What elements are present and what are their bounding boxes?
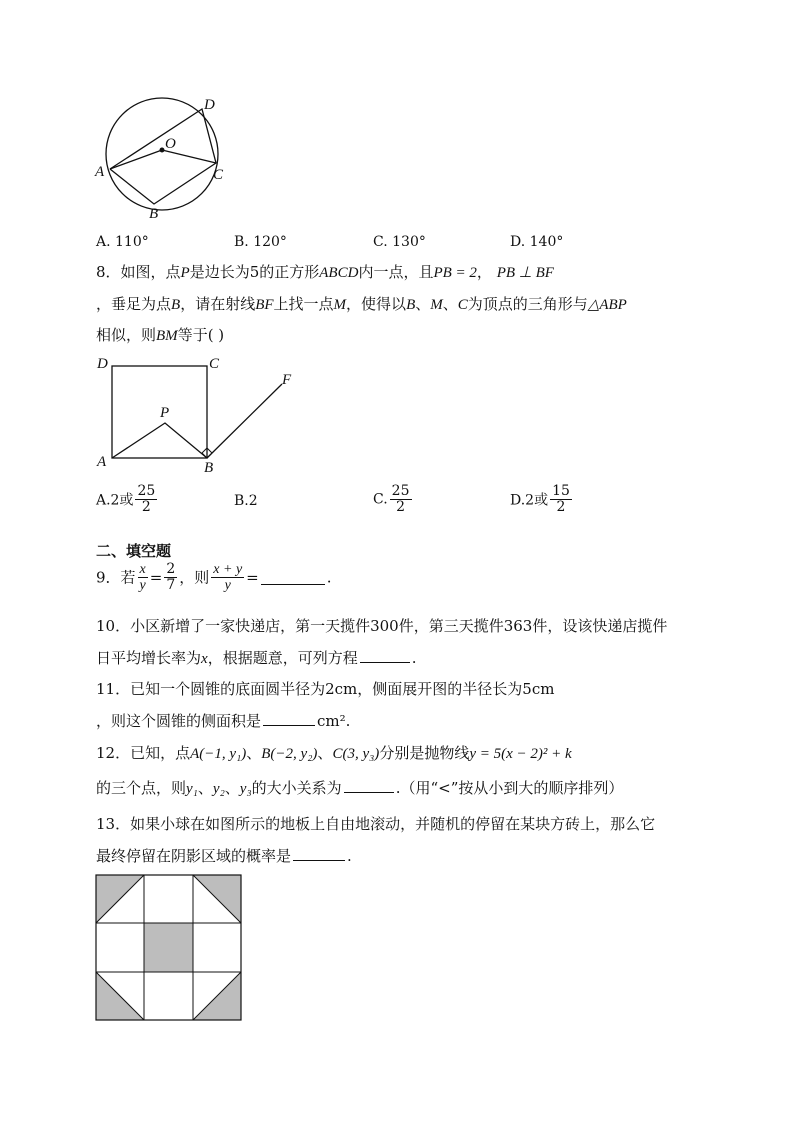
q12-sep: 、	[317, 744, 333, 762]
q10-end: .	[411, 649, 417, 667]
option-fraction	[135, 484, 157, 515]
q8-text: 是边长为5的正方形	[189, 263, 320, 281]
q8-text: 等于( )	[177, 326, 225, 344]
label-b: B	[204, 460, 214, 475]
q8-text: 为顶点的三角形与	[467, 295, 588, 313]
q10-text: 日平均增长率为	[96, 649, 202, 667]
q11-line-2	[96, 711, 350, 731]
q8-var-bm: BM	[156, 328, 178, 344]
q13-line-2	[96, 846, 352, 866]
q8-triangle: △ABP	[587, 297, 627, 313]
q12-sep: 、	[246, 744, 262, 762]
fraction-numerator: 15	[552, 483, 570, 499]
q11-radius: 2cm	[325, 680, 358, 698]
label-a: A	[95, 164, 105, 180]
q7-option-b[interactable]	[234, 234, 287, 250]
label-c: C	[213, 167, 224, 183]
q12-sep: 、	[224, 779, 240, 797]
label-d: D	[204, 97, 215, 113]
triangle-apb	[112, 423, 207, 458]
option-text: 140°	[529, 234, 564, 250]
fraction-denominator: y	[139, 578, 146, 593]
q13-end: .	[347, 847, 352, 865]
fraction-denominator: 2	[396, 499, 406, 515]
q11-text: ，侧面展开图的半径长为	[357, 680, 523, 698]
q8-text: 上找一点	[273, 295, 334, 313]
fraction-denominator: 2	[141, 499, 151, 515]
option-letter: C.	[373, 234, 388, 250]
q12-line-2	[96, 778, 623, 799]
fraction-denominator: 2	[556, 499, 566, 515]
q8-eq-pb: PB = 2	[433, 265, 477, 281]
q11-text: ，则这个圆锥的侧面积是	[96, 712, 262, 730]
q8-option-d[interactable]	[510, 484, 574, 515]
quadrilateral-abcd	[110, 109, 216, 204]
q7-option-d[interactable]	[510, 234, 563, 250]
q10-line-1: 10．小区新增了一家快递店，第一天揽件300件，第三天揽件363件，设该快递店揽件	[96, 617, 668, 635]
q8-var-abcd: ABCD	[319, 265, 359, 281]
option-text: A.2或	[96, 492, 134, 509]
q8-square-figure	[92, 350, 302, 475]
q8-option-c[interactable]	[373, 484, 414, 515]
shaded-center-tile	[144, 923, 193, 972]
q13-answer-blank[interactable]	[293, 846, 345, 861]
label-d: D	[97, 356, 108, 372]
q9-end: .	[326, 568, 332, 587]
q12-point-a: A(−1, y₁)	[190, 746, 247, 762]
q8-text: 内一点，且	[358, 263, 434, 281]
q9-text: ，则	[179, 568, 210, 587]
section-title: 二、填空题	[96, 542, 172, 560]
q9-fraction-xy-over-y	[211, 562, 244, 593]
q11-slant: 5cm	[522, 680, 555, 698]
q8-text: 8．如图，点	[96, 263, 181, 281]
label-b: B	[149, 206, 159, 222]
q7-circle-figure	[92, 92, 242, 227]
q8-var-m: M	[333, 297, 347, 313]
q11-line-1	[96, 679, 554, 699]
q12-text: 12．已知，点	[96, 744, 191, 762]
q8-text: ，垂足为点	[96, 295, 172, 313]
q12-y1: y₁	[186, 781, 198, 797]
q7-option-a[interactable]	[96, 234, 149, 250]
label-p: P	[160, 405, 170, 421]
q12-text: 的三个点，则	[96, 779, 187, 797]
fraction-numerator: 25	[137, 483, 156, 499]
label-a: A	[97, 454, 107, 470]
q8-var-b: B	[171, 297, 181, 313]
fraction-denominator: 7	[166, 577, 176, 593]
q11-unit: cm²	[317, 712, 346, 730]
q9-fraction-x-over-y	[138, 562, 148, 593]
q8-line-1	[96, 262, 554, 283]
option-letter: A.	[96, 234, 111, 250]
fraction-numerator: 2	[166, 561, 176, 577]
q8-text: 、	[442, 295, 458, 313]
fraction-numerator: 25	[391, 483, 410, 499]
q9-text: 9．若	[96, 568, 136, 587]
q13-line-1: 13．如果小球在如图所示的地板上自由地滚动，并随机的停留在某块方砖上，那么它	[96, 815, 656, 833]
option-letter: B.	[234, 234, 249, 250]
q12-sep: 、	[197, 779, 213, 797]
q12-function: y = 5(x − 2)² + k	[469, 746, 572, 762]
q11-end: .	[345, 712, 351, 730]
q8-text: ，请在射线	[180, 295, 256, 313]
q8-text: ，	[476, 263, 492, 281]
q10-answer-blank[interactable]	[360, 648, 410, 663]
q8-var-m2: M	[430, 297, 443, 313]
q12-y2: y₂	[212, 781, 225, 797]
q8-var-bf: BF	[255, 297, 274, 313]
circle-o	[106, 98, 218, 210]
q10-text: ，根据题意，可列方程	[207, 649, 358, 667]
q12-y3: y₃	[239, 781, 252, 797]
label-o: O	[165, 136, 176, 152]
label-f: F	[282, 372, 292, 388]
q10-var-x: x	[201, 651, 208, 667]
q9-equals: =	[149, 568, 163, 587]
q12-point-b: B(−2, y₂)	[261, 746, 318, 762]
q12-point-c: C(3, y₃)	[332, 746, 380, 762]
q11-answer-blank[interactable]	[263, 711, 315, 726]
q8-option-b[interactable]	[234, 493, 258, 509]
q12-answer-blank[interactable]	[344, 778, 394, 793]
q8-option-a[interactable]	[96, 484, 159, 515]
q8-text: 、	[415, 295, 431, 313]
q8-text: 相似，则	[96, 326, 157, 344]
option-text: 130°	[392, 234, 426, 250]
q12-line-1	[96, 743, 572, 764]
fraction-denominator: y	[224, 578, 231, 593]
q8-var-p: P	[180, 265, 190, 281]
q12-text: 的大小关系为	[251, 779, 342, 797]
center-point	[160, 148, 165, 153]
option-text: B.2	[234, 493, 258, 509]
q9-answer-blank[interactable]	[261, 570, 325, 585]
q8-line-2	[96, 294, 627, 315]
q13-text: 最终停留在阴影区域的概率是	[96, 847, 292, 865]
q12-text: 分别是抛物线	[379, 744, 470, 762]
ray-bf	[207, 384, 282, 458]
option-text: C.	[373, 491, 388, 508]
q8-eq-perp: PB ⊥ BF	[496, 265, 554, 281]
q8-text: ，使得以	[346, 295, 407, 313]
option-text: D.2或	[510, 492, 549, 509]
q9-equals: =	[246, 568, 259, 587]
option-fraction	[390, 484, 412, 515]
q8-var-b2: B	[406, 297, 416, 313]
q8-var-c: C	[457, 297, 468, 313]
q10-line-2	[96, 648, 416, 669]
option-letter: D.	[510, 234, 526, 250]
label-c: C	[209, 356, 220, 372]
q12-text: .（用“<”按从小到大的顺序排列）	[395, 779, 624, 797]
q13-tile-figure	[95, 874, 243, 1022]
segment-ao	[110, 150, 162, 169]
q9-line	[96, 562, 332, 593]
q8-line-3	[96, 325, 224, 346]
option-text: 110°	[115, 234, 149, 250]
q7-option-c[interactable]	[373, 234, 426, 250]
fraction-numerator: x + y	[213, 562, 243, 577]
q11-text: 11．已知一个圆锥的底面圆半径为	[96, 680, 326, 698]
option-text: 120°	[253, 234, 287, 250]
q9-fraction-2-over-7	[164, 562, 177, 593]
fraction-numerator: x	[139, 562, 146, 577]
option-fraction	[550, 484, 572, 515]
